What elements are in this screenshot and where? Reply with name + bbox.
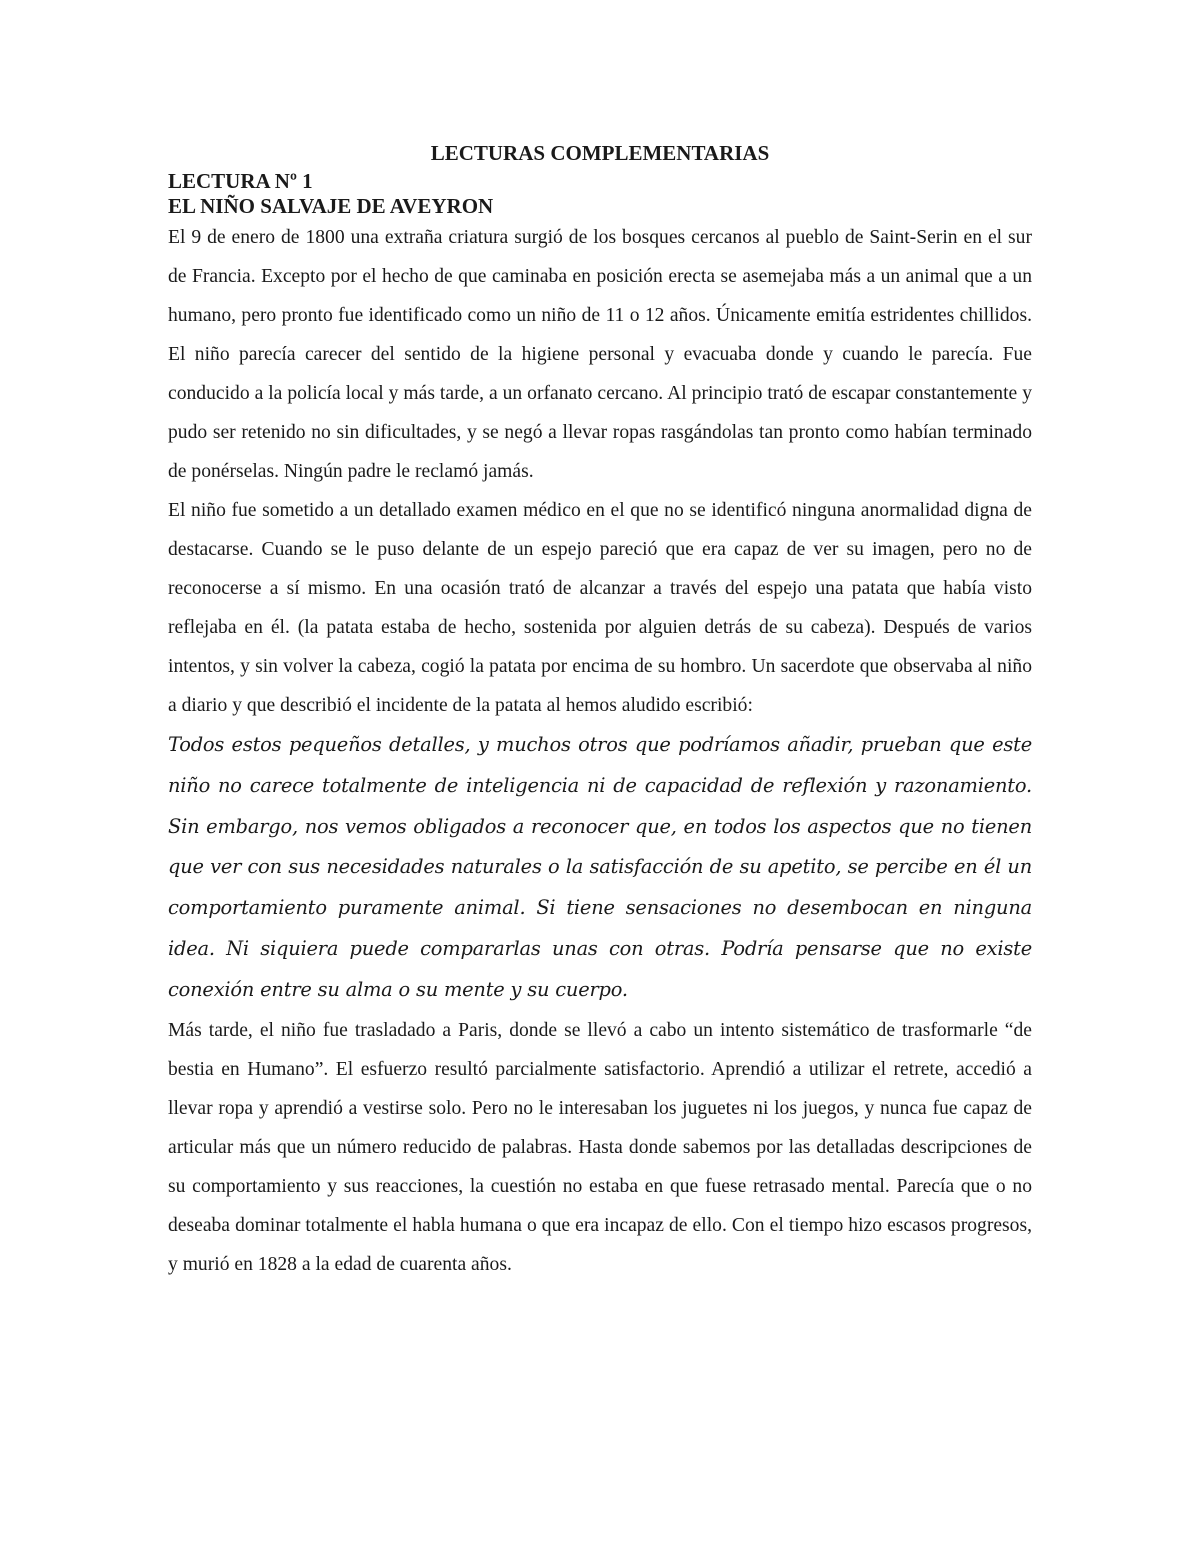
paragraph-medical-exam: El niño fue sometido a un detallado examen médico en el que no se identificó ninguna anormalidad digna de destacarse. Cuando se le puso delante de un espejo pareció que era capaz de ver su imagen, pero no de reconocerse a sí mismo. En una ocasión trató de alcanzar a través del espejo una patata que había visto reflejaba en él. (la patata estaba de hecho, sostenida por alguien detrás de su cabeza). Después de varios intentos, y sin volver la cabeza, cogió la patata por encima de su hombro. Un sacerdote que observaba al niño a diario y que describió el incidente de la patata al hemos aludido escribió:: [168, 500, 1032, 716]
quoted-passage: Todos estos pequeños detalles, y muchos otros que podríamos añadir, prueban que este niño no carece totalmente de inteligencia ni de capacidad de reflexión y razonamiento. Sin embargo, nos vemos obligados a reconocer que, en todos los aspectos que no tienen que ver con sus necesidades naturales o la satisfacción de su apetito, se percibe en él un comportamiento puramente animal. Si tiene sensaciones no desembocan en ninguna idea. Ni siquiera puede compararlas unas con otras. Podría pensarse que no existe conexión entre su alma o su mente y su cuerpo.: [168, 733, 1032, 1001]
document-title: LECTURAS COMPLEMENTARIAS: [430, 141, 770, 165]
document-body: [168, 218, 1032, 1284]
paragraph-closing: Más tarde, el niño fue trasladado a Paris, donde se llevó a cabo un intento sistemático de trasformarle “de bestia en Humano”. El esfuerzo resultó parcialmente satisfactorio. Aprendió a utilizar el retrete, accedió a llevar ropa y aprendió a vestirse solo. Pero no le interesaban los juguetes ni los juegos, y nunca fue capaz de articular más que un número reducido de palabras. Hasta donde sabemos por las detalladas descripciones de su comportamiento y sus reacciones, la cuestión no estaba en que fuese retrasado mental. Parecía que o no deseaba dominar totalmente el habla humana o que era incapaz de ello. Con el tiempo hizo escasos progresos, y murió en 1828 a la edad de cuarenta años.: [168, 1019, 1032, 1275]
reading-title-heading: EL NIÑO SALVAJE DE AVEYRON: [168, 194, 494, 218]
paragraph-intro: El 9 de enero de 1800 una extraña criatura surgió de los bosques cercanos al pueblo de Saint-Serin en el sur de Francia. Excepto por el hecho de que caminaba en posición erecta se asemejaba más a un animal que a un humano, pero pronto fue identificado como un niño de 11 o 12 años. Únicamente emitía estridentes chillidos. El niño parecía carecer del sentido de la higiene personal y evacuaba donde y cuando le parecía. Fue conducido a la policía local y más tarde, a un orfanato cercano. Al principio trató de escapar constantemente y pudo ser retenido no sin dificultades, y se negó a llevar ropas rasgándolas tan pronto como habían terminado de ponérselas. Ningún padre le reclamó jamás.: [168, 227, 1032, 482]
reading-number-heading: LECTURA Nº 1: [168, 169, 313, 193]
